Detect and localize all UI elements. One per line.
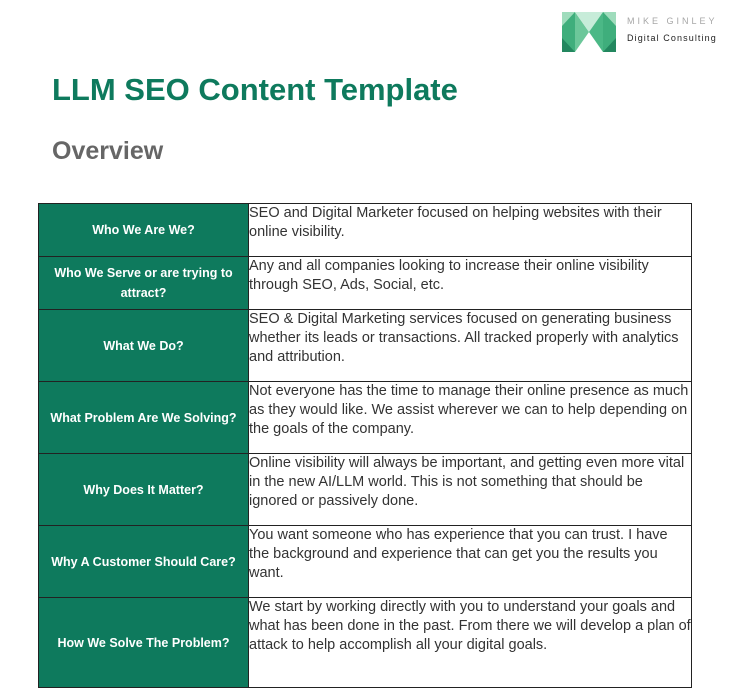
brand-name: MIKE GINLEY [627, 16, 718, 26]
document-title: LLM SEO Content Template [52, 72, 458, 107]
table-row [39, 598, 692, 688]
table-row [39, 257, 692, 310]
section-heading: Overview [52, 137, 164, 165]
row-value: We start by working directly with you to understand your goals and what has been done in the past. From there we will develop a plan of attack to help accomplish all your digital goals. [249, 598, 692, 688]
row-value: SEO & Digital Marketing services focused on generating business whether its leads or transactions. All tracked properly with analytics and attribution. [249, 310, 692, 382]
mg-monogram-icon [562, 12, 616, 52]
table-row [39, 526, 692, 598]
table-row [39, 310, 692, 382]
row-label: How We Solve The Problem? [39, 598, 249, 688]
row-label: What Problem Are We Solving? [39, 382, 249, 454]
row-label: Why A Customer Should Care? [39, 526, 249, 598]
row-value: You want someone who has experience that you can trust. I have the background and experience that can get you the results you want. [249, 526, 692, 598]
table-row [39, 454, 692, 526]
row-label: Who We Are We? [39, 204, 249, 257]
row-value: SEO and Digital Marketer focused on helping websites with their online visibility. [249, 204, 692, 257]
row-label: What We Do? [39, 310, 249, 382]
row-value: Online visibility will always be important, and getting even more vital in the new AI/LLM world. This is not something that should be ignored or passively done. [249, 454, 692, 526]
table-row [39, 382, 692, 454]
row-value: Not everyone has the time to manage their online presence as much as they would like. We assist wherever we can to help depending on the goals of the company. [249, 382, 692, 454]
brand-tagline: Digital Consulting [627, 33, 717, 43]
overview-table [38, 203, 692, 688]
row-label: Who We Serve or are trying to attract? [39, 257, 249, 310]
row-label: Why Does It Matter? [39, 454, 249, 526]
row-value: Any and all companies looking to increase their online visibility through SEO, Ads, Social, etc. [249, 257, 692, 310]
brand-logo [562, 10, 732, 52]
table-row [39, 204, 692, 257]
